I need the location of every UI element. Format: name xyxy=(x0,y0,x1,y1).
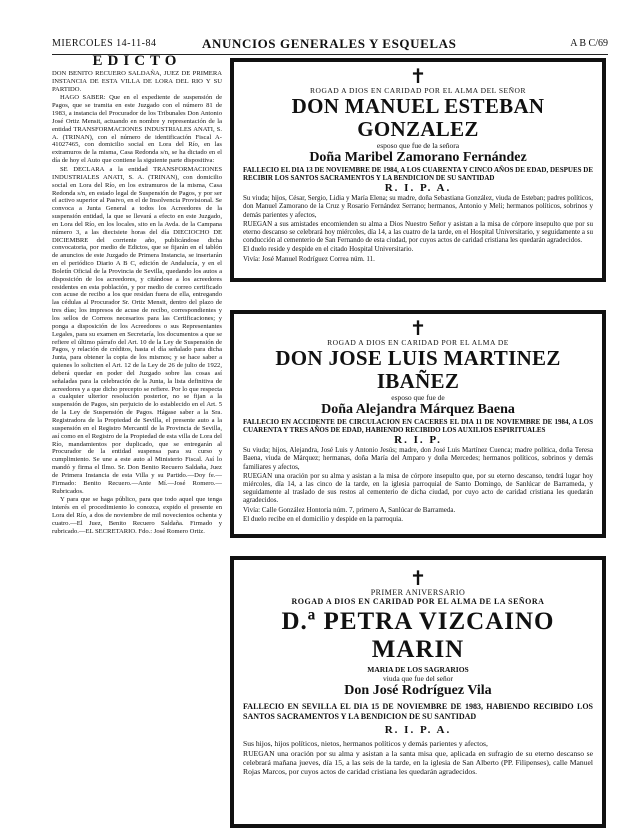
anniversary-label: PRIMER ANIVERSARIO xyxy=(370,588,466,597)
duelo-note: El duelo recibe en el domicilio y despide en la parroquia. xyxy=(243,514,403,523)
edicto-paragraph: DON BENITO RECUERO SALDAÑA, JUEZ DE PRIMERA INSTANCIA DE ESTA VILLA DE LORA DEL RIO Y SU PARTIDO. xyxy=(52,69,222,93)
header-date: MIERCOLES 14-11-84 xyxy=(52,38,157,49)
alias-line: MARIA DE LOS SAGRARIOS xyxy=(367,665,469,674)
rip-line: R. I. P. xyxy=(394,434,442,447)
edicto-column xyxy=(52,53,222,828)
deceased-name: D.ª PETRA VIZCAINO MARIN xyxy=(281,608,555,663)
death-info: FALLECIO EN SEVILLA EL DIA 15 DE NOVIEMBRE DE 1983, HABIENDO RECIBIDO LOS SANTOS SACRAMENTOS Y LA BENDICION DE SU SANTIDAD xyxy=(243,702,593,721)
cross-icon: ✝ xyxy=(409,318,427,340)
header-section-title: ANUNCIOS GENERALES Y ESQUELAS xyxy=(202,36,457,51)
relation-line: esposo que fue de la señora xyxy=(376,141,460,151)
spouse-name: Doña Maribel Zamorano Fernández xyxy=(309,150,527,166)
address-note: Vivía: José Manuel Rodríguez Correa núm. 11. xyxy=(243,254,375,263)
edicto-paragraph: HAGO SABER: Que en el expediente de suspensión de Pagos, que se tramita en este Juzgado con el número 81 de 1983, a instancia del Procurador de los Tribunales Don Antonio José Ortiz Mensit, actuando en nombre y representación de la entidad TRANSFORMACIONES INDUSTRIALES ANATI, S. A. (TRINAN), con el número de identificación Fiscal A-41027465, con domicilio social en Lora del Río, en las extramuros de la misma, Casa Redonda s/n, se ha dictado en el día de hoy el Auto que contiene la siguiente parte dispositiva: xyxy=(52,94,222,165)
family-list: Sus hijos, hijos políticos, nietos, hermanos políticos y demás parientes y afectos, xyxy=(243,739,488,748)
death-info: FALLECIO EN ACCIDENTE DE CIRCULACION EN CACERES EL DIA 11 DE NOVIEMBRE DE 1984, A LOS CUARENTA Y TRES AÑOS DE EDAD, HABIENDO RECIBIDO LOS AUXILIOS ESPIRITUALES xyxy=(243,418,593,435)
address-note: Vivía: Calle González Hontoria núm. 7, primero A, Sanlúcar de Barrameda. xyxy=(243,505,456,514)
edicto-paragraph: SE DECLARA a la entidad TRANSFORMACIONES INDUSTRIALES ANATI, S. A. (TRINAN), con domicilio social en Lora del Río, en los extramuros de la misma, Casa Redonda s/n, en estado legal de Suspensión de Pagos, y por ser el activo superior al Pasivo, en el de Insolvencia Provisional. Se convoca a Junta General a todos los Acreedores de la suspensión entidad, la que se llevará a efecto en este Juzgado, en Lora del Río, en los locales, sito en la Avda. de la Campana número 3, a las diecisiete horas del día DIECIOCHO DE DICIEMBRE del corriente año, publicándose dicha convocatoria, por medio de Edictos, que se fijarán en el tablón de anuncios de este Juzgado de Primera Instancia, se insertarán en el periódico Diario A B C, edición de Andalucía, y en el Boletín Oficial de la Provincia de Sevilla, quedando los autos a disposición de los acreedores, y citándose a los acreedores residentes en esta población, y por medio de correo certificado con acuse de recibo a los que residan fuera de ella, entregando las cédulas al Procurador Sr. Ortiz Mensit, dentro del plazo de tres días; los impresos de acuse de recibo, correspondientes y los sellos de Correos necesarios para las Certificaciones; y ponga a disposición de los Acreedores o sus Representantes Legales, para su examen en Secretaría, los documentos a que se refiere el último párrafo del Art. 10 de la Ley de Suspensión de Pagos, y relación de créditos, hasta el día señalado para dicha Junta, para obtener la copia de los mismos; y se hace saber a quienes lo soliciten el Art. 12 de la Ley de 26 de julio de 1922, deberá quedar en poder del Juzgado sobre las cosas así señaladas para la celebración de la Junta, la lista definitiva de acreedores y a que dicho precepto se refiere. Por lo que respecta a cualquier ulterior resolución posterior, no se fijan a la suspensión de Pagos, sin perjuicio de lo establecido en el Art. 5 de la Ley de Suspensión de Pagos. Hágase saber a la Sra. Registradora de la Propiedad de Sevilla, el presente auto a la suspensión en el Registro Mercantil de la Provincia de Sevilla, así como en el Registro de la Propiedad de esta villa de Lora del Río, mandamientos por duplicado, que se entregarán al Procurador de la entidad suspensa para su curso y cumplimiento. Se une a este auto al Ministerio Fiscal. Así lo mandó y firma el Ilmo. Sr. Don Benito Recuero Saldaña, Juez de Primera Instancia de esta Villa y su Partido.—Doy fe.—Firmado: Benito Recuero.—Ante Mí.—José Romero.—Rubricados. xyxy=(52,165,222,495)
rip-line: R. I. P. A. xyxy=(384,182,452,195)
family-list: Su viuda; hijos, Alejandra, José Luis y Antonio Jesús; madre, don José Luis Martínez Cuenca; madre política, doña Teresa Baena, viuda de Márquez; hermanas, doña María del Amparo y doña Mercedes; hermanos políticos, sobrinos y demás familiares y afectos, xyxy=(243,446,593,471)
deceased-name: DON MANUEL ESTEBAN GONZALEZ xyxy=(291,94,545,142)
prayer-request-line: ROGAD A DIOS EN CARIDAD POR EL ALMA DE LA SEÑORA xyxy=(291,597,545,606)
prayer-request-line: ROGAD A DIOS EN CARIDAD POR EL ALMA DE xyxy=(327,338,509,347)
relation-line: esposo que fue de xyxy=(391,393,445,403)
header-page-number: A B C/69 xyxy=(570,38,608,49)
mass-request: RUEGAN una oración por su alma y asistan a la misa de córpore insepulto que, por su eterno descanso, tendrá lugar hoy miércoles, día 14, a las cinco de la tarde, en la iglesia parroquial de Santo Domingo, de Sanlúcar de Barrameda, y seguidamente al traslado de sus restos al cementerio de dicha ciudad, por cuyo acto de caridad cristiana les quedarán agradecidos. xyxy=(243,471,593,505)
prayer-request-line: ROGAD A DIOS EN CARIDAD POR EL ALMA DEL SEÑOR xyxy=(310,86,526,95)
cross-icon: ✝ xyxy=(409,568,427,590)
rip-line: R. I. P. A. xyxy=(384,724,452,736)
obituary-notice xyxy=(230,310,606,538)
spouse-name: Don José Rodríguez Vila xyxy=(344,683,492,698)
duelo-note: El duelo reside y despide en el citado Hospital Universitario. xyxy=(243,245,414,254)
relation-line: viuda que fue del señor xyxy=(383,674,453,683)
mass-request: RUEGAN una oración por su alma y asistan a la santa misa que, aplicada en sufragio de su eterno descanso se celebrará mañana jueves, día 15, a las seis de la tarde, en la iglesia de San Alberto (PP. Filipenses), calle Manuel Rojas Marcos, por cuyos actos de caridad cristiana les quedarán agradecidos. xyxy=(243,749,593,776)
family-list: Su viuda; hijos, César, Sergio, Lidia y María Elena; su madre, doña Sebastiana González, viuda de Esteban; padres políticos, don Manuel Zamorano de la Cruz y Rosario Fernández Serrano; hermanos, Antonio y Meli; hermanos políticos, sobrinos y demás parientes y afectos, xyxy=(243,194,593,219)
deceased-name: DON JOSE LUIS MARTINEZ IBAÑEZ xyxy=(275,346,561,394)
spouse-name: Doña Alejandra Márquez Baena xyxy=(321,402,515,418)
edicto-title: EDICTO xyxy=(92,53,182,69)
death-info: FALLECIO EL DIA 13 DE NOVIEMBRE DE 1984, A LOS CUARENTA Y CINCO AÑOS DE EDAD, DESPUES DE RECIBIR LOS SANTOS SACRAMENTOS Y LA BENDICION DE SU SANTIDAD xyxy=(243,166,593,183)
cross-icon: ✝ xyxy=(409,66,427,88)
obituary-notice xyxy=(230,58,606,282)
mass-request: RUEGAN a sus amistades encomienden su alma a Dios Nuestro Señor y asistan a la misa de córpore insepulto que por su eterno descanso se celebrará hoy miércoles, día 14, a las cuatro de la tarde, en el Hospital Universitario, y seguidamente a su conducción al cementerio de San Fernando de esta ciudad, por cuyos actos de caridad cristiana les quedarán agradecidos. xyxy=(243,219,593,245)
edicto-paragraph: Y para que se haga público, para que todo aquel que tenga interés en el procedimiento lo conozca, expido el presente en Lora del Río, a dos de noviembre de mil novecientos ochenta y cuatro.—El Juez, Benito Recuero Saldaña. Firmado y rubricado.—EL SECRETARIO. Fdo.: José Romero Ortiz. xyxy=(52,496,222,535)
obituary-notice xyxy=(230,556,606,828)
